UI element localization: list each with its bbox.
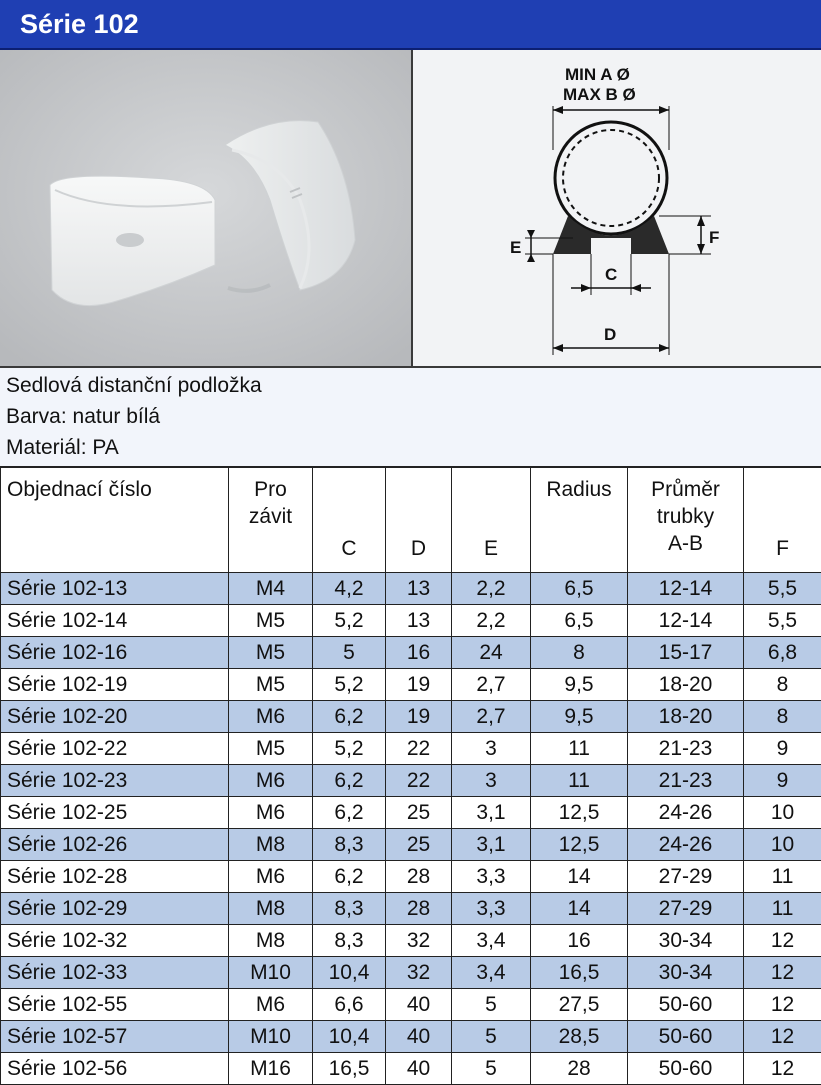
cell-c: 6,6: [313, 989, 386, 1021]
table-row: [1, 637, 821, 669]
cell-radius: 11: [531, 765, 628, 797]
cell-order-number: Série 102-20: [1, 701, 229, 733]
table-row: [1, 605, 821, 637]
cell-d: 16: [386, 637, 452, 669]
cell-d: 19: [386, 701, 452, 733]
cell-order-number: Série 102-29: [1, 893, 229, 925]
dimension-diagram: [413, 50, 821, 366]
cell-radius: 11: [531, 733, 628, 765]
label-d: D: [604, 325, 616, 344]
cell-d: 13: [386, 573, 452, 605]
cell-d: 19: [386, 669, 452, 701]
table-row: [1, 797, 821, 829]
cell-f: 12: [744, 989, 821, 1021]
cell-c: 10,4: [313, 957, 386, 989]
cell-c: 8,3: [313, 829, 386, 861]
cell-order-number: Série 102-33: [1, 957, 229, 989]
cell-c: 6,2: [313, 701, 386, 733]
cell-f: 6,8: [744, 637, 821, 669]
cell-c: 16,5: [313, 1053, 386, 1085]
table-row: [1, 765, 821, 797]
cell-d: 22: [386, 765, 452, 797]
cell-c: 4,2: [313, 573, 386, 605]
cell-thread: M10: [229, 1021, 313, 1053]
cell-f: 5,5: [744, 605, 821, 637]
table-row: [1, 1021, 821, 1053]
cell-pipe-diameter: 50-60: [628, 1021, 744, 1053]
cell-radius: 16: [531, 925, 628, 957]
cell-pipe-diameter: 18-20: [628, 669, 744, 701]
cell-c: 10,4: [313, 1021, 386, 1053]
label-c: C: [605, 265, 617, 284]
header-c-label: C: [341, 535, 356, 562]
cell-c: 6,2: [313, 797, 386, 829]
cell-order-number: Série 102-57: [1, 1021, 229, 1053]
cell-d: 40: [386, 1053, 452, 1085]
cell-order-number: Série 102-19: [1, 669, 229, 701]
cell-thread: M8: [229, 829, 313, 861]
cell-thread: M4: [229, 573, 313, 605]
cell-order-number: Série 102-55: [1, 989, 229, 1021]
spec-table: [0, 467, 821, 1085]
header-f: [744, 468, 821, 573]
header-thread-line2: závit: [249, 503, 292, 530]
cell-e: 5: [452, 1053, 531, 1085]
cell-c: 8,3: [313, 925, 386, 957]
cell-e: 24: [452, 637, 531, 669]
cell-f: 10: [744, 797, 821, 829]
page-header: [0, 0, 821, 50]
cell-e: 3,3: [452, 893, 531, 925]
cell-e: 3,1: [452, 829, 531, 861]
cell-f: 8: [744, 701, 821, 733]
cell-order-number: Série 102-26: [1, 829, 229, 861]
cell-f: 5,5: [744, 573, 821, 605]
cell-radius: 6,5: [531, 605, 628, 637]
table-row: [1, 957, 821, 989]
cell-pipe-diameter: 24-26: [628, 829, 744, 861]
cell-e: 2,2: [452, 573, 531, 605]
cell-f: 11: [744, 861, 821, 893]
cell-c: 5,2: [313, 733, 386, 765]
cell-e: 3: [452, 733, 531, 765]
header-pipe-line1: Průměr: [651, 476, 720, 503]
cell-d: 28: [386, 861, 452, 893]
cell-f: 9: [744, 733, 821, 765]
spec-table-body: [1, 573, 821, 1085]
cell-f: 12: [744, 1021, 821, 1053]
cell-thread: M10: [229, 957, 313, 989]
cell-radius: 14: [531, 893, 628, 925]
cell-thread: M6: [229, 701, 313, 733]
cell-thread: M5: [229, 605, 313, 637]
cell-radius: 27,5: [531, 989, 628, 1021]
cell-d: 32: [386, 957, 452, 989]
cell-e: 2,7: [452, 669, 531, 701]
cell-e: 3,4: [452, 925, 531, 957]
header-c: [313, 468, 386, 573]
cell-pipe-diameter: 30-34: [628, 925, 744, 957]
cell-e: 3,3: [452, 861, 531, 893]
cell-radius: 6,5: [531, 573, 628, 605]
cell-radius: 9,5: [531, 701, 628, 733]
cell-order-number: Série 102-16: [1, 637, 229, 669]
cell-thread: M5: [229, 733, 313, 765]
cell-pipe-diameter: 24-26: [628, 797, 744, 829]
description-color: Barva: natur bílá: [6, 401, 821, 432]
cell-c: 6,2: [313, 861, 386, 893]
table-row: [1, 893, 821, 925]
spacer-washer-photo: [0, 50, 411, 366]
cell-pipe-diameter: 50-60: [628, 1053, 744, 1085]
cell-thread: M6: [229, 765, 313, 797]
cell-e: 5: [452, 989, 531, 1021]
cell-radius: 8: [531, 637, 628, 669]
cell-f: 9: [744, 765, 821, 797]
cell-f: 10: [744, 829, 821, 861]
cell-c: 6,2: [313, 765, 386, 797]
cell-pipe-diameter: 15-17: [628, 637, 744, 669]
cell-radius: 28,5: [531, 1021, 628, 1053]
cell-radius: 16,5: [531, 957, 628, 989]
cell-c: 5,2: [313, 605, 386, 637]
table-row: [1, 701, 821, 733]
cell-order-number: Série 102-22: [1, 733, 229, 765]
cell-d: 28: [386, 893, 452, 925]
cell-f: 12: [744, 925, 821, 957]
cell-order-number: Série 102-13: [1, 573, 229, 605]
header-pipe-diameter: [628, 468, 744, 573]
cell-thread: M8: [229, 893, 313, 925]
cell-order-number: Série 102-14: [1, 605, 229, 637]
technical-drawing: [413, 50, 821, 368]
cell-e: 2,2: [452, 605, 531, 637]
cell-radius: 14: [531, 861, 628, 893]
header-order-number: Objednací číslo: [1, 468, 229, 573]
label-min-a: MIN A Ø: [565, 65, 630, 84]
cell-thread: M16: [229, 1053, 313, 1085]
cell-f: 12: [744, 957, 821, 989]
cell-pipe-diameter: 27-29: [628, 893, 744, 925]
cell-radius: 28: [531, 1053, 628, 1085]
cell-radius: 9,5: [531, 669, 628, 701]
table-row: [1, 989, 821, 1021]
cell-pipe-diameter: 12-14: [628, 605, 744, 637]
header-d-label: D: [411, 535, 426, 562]
cell-radius: 12,5: [531, 829, 628, 861]
cell-f: 11: [744, 893, 821, 925]
cell-d: 13: [386, 605, 452, 637]
table-header-row: [1, 468, 821, 573]
cell-d: 40: [386, 989, 452, 1021]
header-e: [452, 468, 531, 573]
cell-order-number: Série 102-32: [1, 925, 229, 957]
description-type: Sedlová distanční podložka: [6, 370, 821, 401]
cell-thread: M6: [229, 797, 313, 829]
header-f-label: F: [776, 535, 789, 562]
cell-f: 12: [744, 1053, 821, 1085]
cell-pipe-diameter: 18-20: [628, 701, 744, 733]
header-d: [386, 468, 452, 573]
header-e-label: E: [484, 535, 498, 562]
label-max-b: MAX B Ø: [563, 85, 636, 104]
label-e: E: [510, 238, 521, 257]
cell-pipe-diameter: 50-60: [628, 989, 744, 1021]
table-row: [1, 829, 821, 861]
table-row: [1, 733, 821, 765]
header-pipe-line3: A-B: [668, 530, 703, 557]
cell-f: 8: [744, 669, 821, 701]
product-description: [0, 368, 821, 467]
header-radius-label: Radius: [546, 476, 611, 503]
label-f: F: [709, 228, 719, 247]
header-thread-line1: Pro: [254, 476, 287, 503]
cell-pipe-diameter: 30-34: [628, 957, 744, 989]
cell-pipe-diameter: 21-23: [628, 733, 744, 765]
header-pipe-line2: trubky: [657, 503, 714, 530]
cell-thread: M6: [229, 989, 313, 1021]
cell-e: 2,7: [452, 701, 531, 733]
cell-e: 3,1: [452, 797, 531, 829]
cell-e: 3,4: [452, 957, 531, 989]
table-row: [1, 861, 821, 893]
cell-d: 22: [386, 733, 452, 765]
cell-radius: 12,5: [531, 797, 628, 829]
cell-d: 25: [386, 797, 452, 829]
cell-d: 25: [386, 829, 452, 861]
cell-e: 5: [452, 1021, 531, 1053]
table-row: [1, 669, 821, 701]
header-radius: [531, 468, 628, 573]
header-thread: [229, 468, 313, 573]
cell-pipe-diameter: 21-23: [628, 765, 744, 797]
cell-thread: M6: [229, 861, 313, 893]
cell-c: 8,3: [313, 893, 386, 925]
table-row: [1, 925, 821, 957]
cell-order-number: Série 102-56: [1, 1053, 229, 1085]
cell-d: 32: [386, 925, 452, 957]
table-row: [1, 573, 821, 605]
cell-order-number: Série 102-28: [1, 861, 229, 893]
cell-order-number: Série 102-25: [1, 797, 229, 829]
cell-thread: M5: [229, 669, 313, 701]
cell-c: 5: [313, 637, 386, 669]
cell-pipe-diameter: 12-14: [628, 573, 744, 605]
cell-thread: M5: [229, 637, 313, 669]
page-title: Série 102: [0, 0, 821, 48]
description-material: Materiál: PA: [6, 432, 821, 463]
cell-thread: M8: [229, 925, 313, 957]
cell-pipe-diameter: 27-29: [628, 861, 744, 893]
cell-order-number: Série 102-23: [1, 765, 229, 797]
cell-c: 5,2: [313, 669, 386, 701]
cell-d: 40: [386, 1021, 452, 1053]
product-photo: [0, 50, 413, 368]
cell-e: 3: [452, 765, 531, 797]
